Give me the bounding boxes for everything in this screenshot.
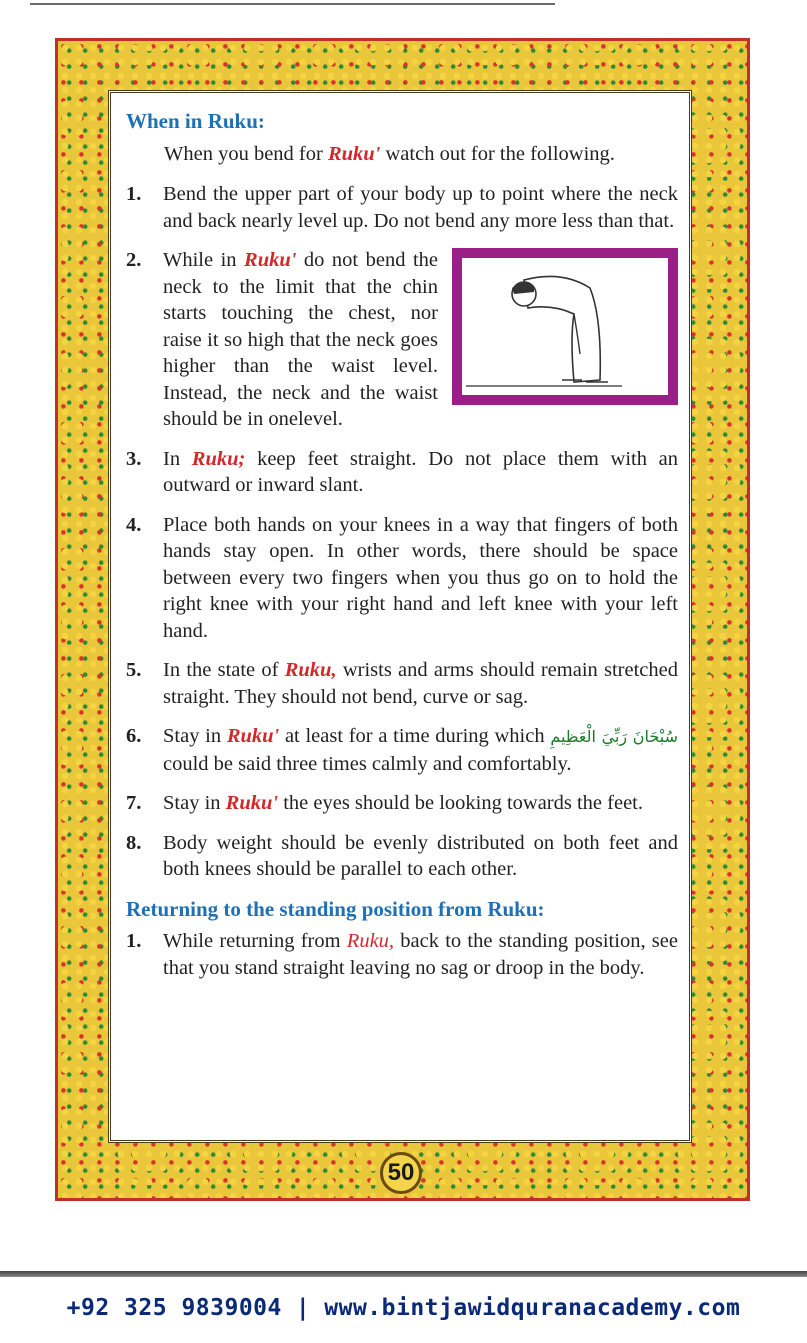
list-item: 2. While in Ruku' do not bend the neck to the limit that the chin starts touching the chest, nor raise it so high that the neck goes higher than the waist level. Instead, the neck and the waist should be in onelevel. (126, 247, 678, 433)
ruku-illustration (452, 248, 678, 405)
list-item: 8. Body weight should be evenly distributed on both feet and both knees should be parallel to each other. (126, 831, 678, 880)
page-number: 50 (380, 1152, 422, 1194)
list-item: 4. Place both hands on your knees in a way that fingers of both hands stay open. In other words, there should be space between every two fingers when you thus go on to hold the right knee with your right hand and left knee with your left hand. (126, 513, 678, 642)
bottom-rule (0, 1271, 807, 1277)
footer-website[interactable]: www.bintjawidquranacademy.com (324, 1295, 741, 1321)
footer-separator: | (295, 1295, 311, 1321)
section-heading-ruku: When in Ruku: (126, 109, 265, 133)
top-rule (30, 3, 555, 5)
list-item: 6. Stay in Ruku' at least for a time during which سُبْحَانَ رَبِّيَ الْعَظِيمِ could be said three times calmly and comfortably. (126, 725, 678, 775)
arabic-phrase: سُبْحَانَ رَبِّيَ الْعَظِيمِ (550, 727, 678, 746)
footer-contact (0, 1295, 807, 1321)
page-content (126, 108, 678, 994)
list-item: 7. Stay in Ruku' the eyes should be looking towards the feet. (126, 792, 644, 814)
list-item: 3. In Ruku; keep feet straight. Do not place them with an outward or inward slant. (126, 447, 679, 496)
list-item: 1. While returning from Ruku, back to the standing position, see that you stand straight leaving no sag or droop in the body. (126, 930, 678, 979)
footer-phone: +92 325 9839004 (66, 1295, 282, 1321)
bowing-figure-icon (462, 258, 668, 395)
list-item: 5. In the state of Ruku, wrists and arms should remain stretched straight. They should not bend, curve or sag. (126, 659, 679, 708)
list-item: 1. Bend the upper part of your body up to point where the neck and back nearly level up. Do not bend any more less than that. (126, 183, 678, 232)
section-heading-returning: Returning to the standing position from Ruku: (126, 896, 545, 921)
intro-text: When you bend for Ruku' watch out for the following. (164, 142, 615, 165)
